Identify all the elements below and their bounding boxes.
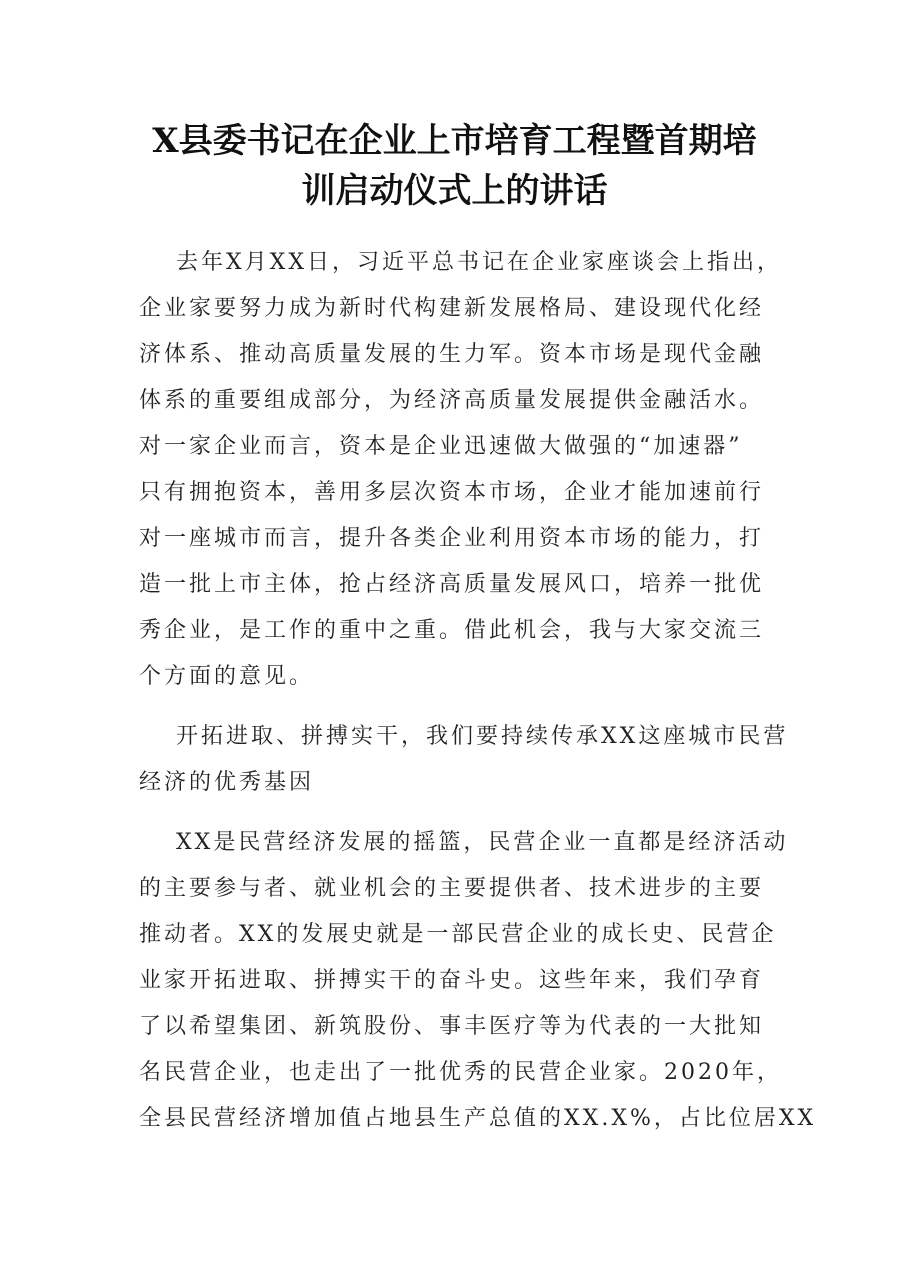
document-title-line-1: X县委书记在企业上市培育工程暨首期培 — [152, 121, 757, 161]
paragraph-1-line: 去年X月XX日，习近平总书记在企业家座谈会上指出， — [176, 250, 782, 275]
paragraph-1-line: 济体系、推动高质量发展的生力军。资本市场是现代金融 — [139, 342, 765, 367]
paragraph-1-line: 个方面的意见。 — [139, 664, 315, 689]
document-title-line-2: 训启动仪式上的讲话 — [301, 171, 608, 211]
paragraph-3-line: 全县民营经济增加值占地县生产总值的XX.X%，占比位居XX — [139, 1106, 817, 1131]
section-heading-line: 经济的优秀基因 — [139, 770, 315, 795]
paragraph-1-line: 秀企业，是工作的重中之重。借此机会，我与大家交流三 — [139, 618, 765, 643]
paragraph-1-line: 造一批上市主体，抢占经济高质量发展风口，培养一批优 — [139, 572, 765, 597]
paragraph-3-line: 名民营企业，也走出了一批优秀的民营企业家。2020年， — [139, 1060, 782, 1085]
paragraph-1-line: 只有拥抱资本，善用多层次资本市场，企业才能加速前行 — [139, 480, 765, 505]
paragraph-1-line: 企业家要努力成为新时代构建新发展格局、建设现代化经 — [139, 296, 765, 321]
section-heading-line: 开拓进取、拼搏实干，我们要持续传承XX这座城市民营 — [176, 724, 789, 749]
paragraph-3-line: XX是民营经济发展的摇篮，民营企业一直都是经济活动 — [176, 830, 789, 855]
paragraph-3-line: 了以希望集团、新筑股份、事丰医疗等为代表的一大批知 — [139, 1014, 765, 1039]
paragraph-3-line: 推动者。XX的发展史就是一部民营企业的成长史、民营企 — [139, 922, 777, 947]
paragraph-1-line: 对一座城市而言，提升各类企业利用资本市场的能力，打 — [139, 526, 765, 551]
paragraph-3-line: 的主要参与者、就业机会的主要提供者、技术进步的主要 — [139, 876, 765, 901]
paragraph-3-line: 业家开拓进取、拼搏实干的奋斗史。这些年来，我们孕育 — [139, 968, 765, 993]
paragraph-1-line: 对一家企业而言，资本是企业迅速做大做强的“加速器” — [139, 434, 743, 459]
paragraph-1-line: 体系的重要组成部分，为经济高质量发展提供金融活水。 — [139, 388, 765, 413]
